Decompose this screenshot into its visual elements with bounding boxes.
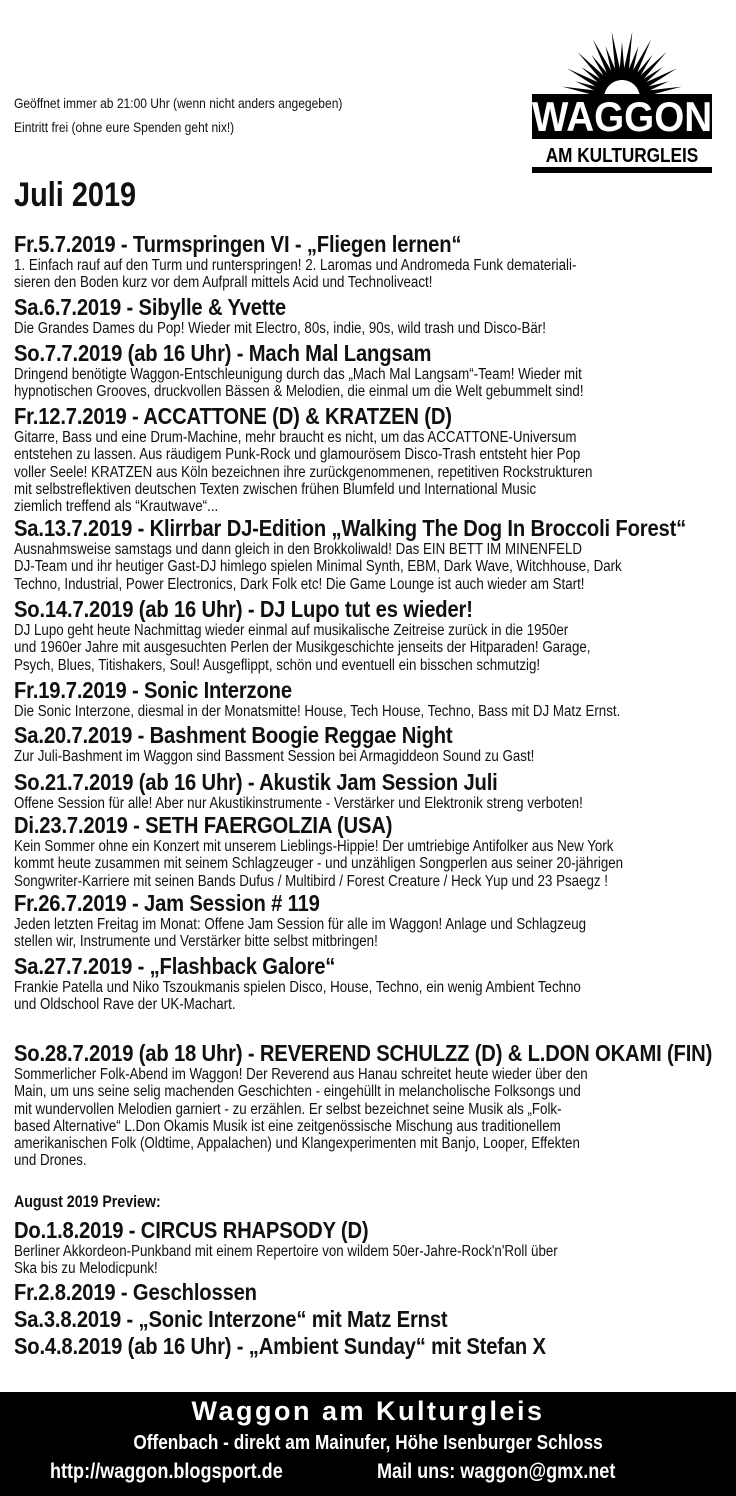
description-line: Gitarre, Bass und eine Drum-Machine, mehr braucht es nicht, um das ACCATTONE-Universum — [14, 429, 577, 446]
event-title: Fr.2.8.2019 - Geschlossen — [14, 1279, 257, 1305]
description-line: sieren den Boden kurz vor dem Aufprall mittels Acid und Technoliveact! — [14, 274, 433, 292]
description-line: Ausnahmsweise samstags und dann gleich in den Brokkoliwald! Das EIN BETT IM MINENFELD — [14, 541, 583, 558]
event-description — [14, 1066, 734, 1170]
event-title: Fr.5.7.2019 - Turmspringen VI - „Fliegen lernen“ — [14, 231, 462, 257]
event-title: So.28.7.2019 (ab 18 Uhr) - REVEREND SCHULZZ (D) & L.DON OKAMI (FIN) — [14, 1040, 713, 1066]
event-item — [14, 597, 734, 674]
footer-email-link[interactable]: Mail uns: waggon@gmx.net — [377, 1460, 616, 1483]
event-title: Fr.12.7.2019 - ACCATTONE (D) & KRATZEN (D) — [14, 403, 452, 429]
footer-venue-name: Waggon am Kulturgleis — [191, 1396, 545, 1426]
preview-heading: August 2019 Preview: — [14, 1193, 161, 1211]
event-item — [14, 954, 734, 1014]
event-title: Sa.13.7.2019 - Klirrbar DJ-Edition „Walking The Dog In Broccoli Forest“ — [14, 515, 687, 541]
event-title: So.7.7.2019 (ab 16 Uhr) - Mach Mal Langsam — [14, 340, 432, 366]
description-line: based Alternative“ L.Don Okamis Musik ist eine zeitgenössische Mischung aus traditionellem — [14, 1117, 561, 1135]
event-description — [14, 916, 734, 951]
event-title: Di.23.7.2019 - SETH FAERGOLZIA (USA) — [14, 812, 393, 838]
event-item — [14, 295, 734, 337]
description-line: Sommerlicher Folk-Abend im Waggon! Der Reverend aus Hanau schreitet heute wieder über den — [14, 1066, 588, 1083]
event-description — [14, 429, 734, 515]
description-line: Jeden letzten Freitag im Monat: Offene Jam Session für alle im Waggon! Anlage und Schlagzeug — [14, 916, 587, 933]
event-description — [14, 257, 734, 292]
event-item — [14, 1041, 734, 1170]
event-item — [14, 891, 734, 951]
description-line: DJ-Team und ihr heutiger Gast-DJ himlego spielen Minimal Synth, EBM, Dark Wave, Witchhouse, Dark — [14, 558, 622, 576]
event-description — [14, 622, 734, 674]
opening-info — [14, 91, 342, 139]
description-line: Die Grandes Dames du Pop! Wieder mit Electro, 80s, indie, 90s, wild trash und Disco-Bär! — [14, 320, 546, 337]
description-line: ziemlich treffend als “Krautwave“... — [14, 498, 219, 516]
description-line: mit selbstreflektiven deutschen Texten zwischen frühen Blumfeld und International Music — [14, 480, 537, 498]
description-line: DJ Lupo geht heute Nachmittag wieder einmal auf musikalische Zeitreise zurück in die 1950er — [14, 622, 569, 639]
event-item — [14, 1307, 734, 1331]
event-item — [14, 232, 734, 292]
entry-text: Eintritt frei (ohne eure Spenden geht nix!) — [14, 119, 235, 135]
event-item — [14, 1334, 734, 1358]
event-item — [14, 813, 734, 890]
description-line: mit wundervollen Melodien garniert - zu erzählen. Er selbst bezeichnet seine Musik als „Folk- — [14, 1100, 562, 1118]
event-description — [14, 1243, 734, 1278]
event-item — [14, 516, 734, 593]
event-title: So.4.8.2019 (ab 16 Uhr) - „Ambient Sunday“ mit Stefan X — [14, 1333, 546, 1359]
description-line: kommt heute zusammen mit seinem Schlagzeuger - und unzähligen Songperlen aus seiner 20-jährigen — [14, 855, 624, 873]
description-line: Ska bis zu Melodicpunk! — [14, 1260, 158, 1278]
event-description — [14, 838, 734, 890]
footer — [0, 1392, 736, 1496]
event-description — [14, 366, 734, 401]
event-item — [14, 404, 734, 515]
event-description — [14, 748, 734, 765]
logo-name: WAGGON — [531, 92, 713, 141]
event-item — [14, 678, 734, 720]
description-line: Techno, Industrial, Power Electronics, Dark Folk etc! Die Game Lounge ist auch wieder am Start! — [14, 575, 585, 593]
event-title: Sa.6.7.2019 - Sibylle & Yvette — [14, 294, 286, 320]
opening-hours-text: Geöffnet immer ab 21:00 Uhr (wenn nicht anders angegeben) — [14, 95, 343, 111]
event-item — [14, 770, 734, 812]
event-description — [14, 320, 734, 337]
description-line: stellen wir, Instrumente und Verstärker bitte selbst mitbringen! — [14, 933, 378, 951]
description-line: und 1960er Jahre mit ausgesuchten Perlen der Musikgeschichte jenseits der Hitparaden! Garage, — [14, 639, 591, 657]
event-item — [14, 723, 734, 765]
description-line: Songwriter-Karriere mit seinen Bands Dufus / Multibird / Forest Creature / Heck Yup und 23 Psaegz ! — [14, 872, 608, 890]
description-line: hypnotischen Grooves, druckvollen Bässen & Melodien, die einmal um die Welt gebummelt sind! — [14, 383, 584, 401]
description-line: Main, um uns seine selig machenden Geschichten - eingehüllt in melancholische Folksongs und — [14, 1083, 581, 1101]
description-line: Kein Sommer ohne ein Konzert mit unserem Lieblings-Hippie! Der umtriebige Antifolker aus New York — [14, 838, 614, 855]
description-line: und Oldschool Rave der UK-Machart. — [14, 996, 236, 1014]
event-item — [14, 1218, 734, 1278]
description-line: amerikanischen Folk (Oldtime, Appalachen) und Klangexperimenten mit Banjo, Looper, Effekten — [14, 1135, 580, 1153]
description-line: Frankie Patella und Niko Tszoukmanis spielen Disco, House, Techno, ein wenig Ambient Techno — [14, 979, 581, 996]
description-line: Zur Juli-Bashment im Waggon sind Bassment Session bei Armagiddeon Sound zu Gast! — [14, 748, 535, 765]
event-title: Sa.20.7.2019 - Bashment Boogie Reggae Night — [14, 722, 453, 748]
description-line: Berliner Akkordeon-Punkband mit einem Repertoire von wildem 50er-Jahre-Rock'n'Roll über — [14, 1243, 558, 1260]
description-line: Die Sonic Interzone, diesmal in der Monatsmitte! House, Tech House, Techno, Bass mit DJ Matz Ernst. — [14, 703, 621, 720]
event-title: So.21.7.2019 (ab 16 Uhr) - Akustik Jam Session Juli — [14, 769, 498, 795]
description-line: Psych, Blues, Titishakers, Soul! Ausgeflippt, schön und eventuell ein bisschen schmutzig! — [14, 656, 541, 674]
event-title: Do.1.8.2019 - CIRCUS RHAPSODY (D) — [14, 1217, 369, 1243]
description-line: 1. Einfach rauf auf den Turm und runterspringen! 2. Laromas und Andromeda Funk demateriali- — [14, 257, 577, 274]
month-heading: Juli 2019 — [14, 176, 137, 214]
event-title: Fr.19.7.2019 - Sonic Interzone — [14, 677, 292, 703]
event-item — [14, 341, 734, 401]
event-title: Sa.27.7.2019 - „Flashback Galore“ — [14, 953, 336, 979]
logo-subtitle: AM KULTURGLEIS — [545, 143, 699, 167]
footer-website-link[interactable]: http://waggon.blogsport.de — [50, 1460, 283, 1483]
description-line: Dringend benötigte Waggon-Entschleunigung durch das „Mach Mal Langsam“-Team! Wieder mit — [14, 366, 582, 383]
waggon-logo — [530, 24, 720, 174]
description-line: Offene Session für alle! Aber nur Akustikinstrumente - Verstärker und Elektronik streng verboten! — [14, 795, 583, 812]
event-description — [14, 541, 734, 593]
event-description — [14, 795, 734, 812]
sunburst-logo-icon — [530, 24, 720, 174]
description-line: und Drones. — [14, 1152, 87, 1170]
event-title: Sa.3.8.2019 - „Sonic Interzone“ mit Matz Ernst — [14, 1306, 448, 1332]
event-title: So.14.7.2019 (ab 16 Uhr) - DJ Lupo tut es wieder! — [14, 596, 473, 622]
footer-address: Offenbach - direkt am Mainufer, Höhe Isenburger Schloss — [133, 1432, 603, 1454]
description-line: voller Seele! KRATZEN aus Köln bezeichnen ihre zurückgenommenen, repetitiven Rockstrukturen — [14, 463, 593, 481]
event-description — [14, 703, 734, 720]
description-line: entstehen zu lassen. Aus räudigem Punk-Rock und glamourösem Disco-Trash entsteht hier Pop — [14, 446, 581, 464]
event-description — [14, 979, 734, 1014]
event-title: Fr.26.7.2019 - Jam Session # 119 — [14, 890, 320, 916]
event-item — [14, 1280, 734, 1304]
